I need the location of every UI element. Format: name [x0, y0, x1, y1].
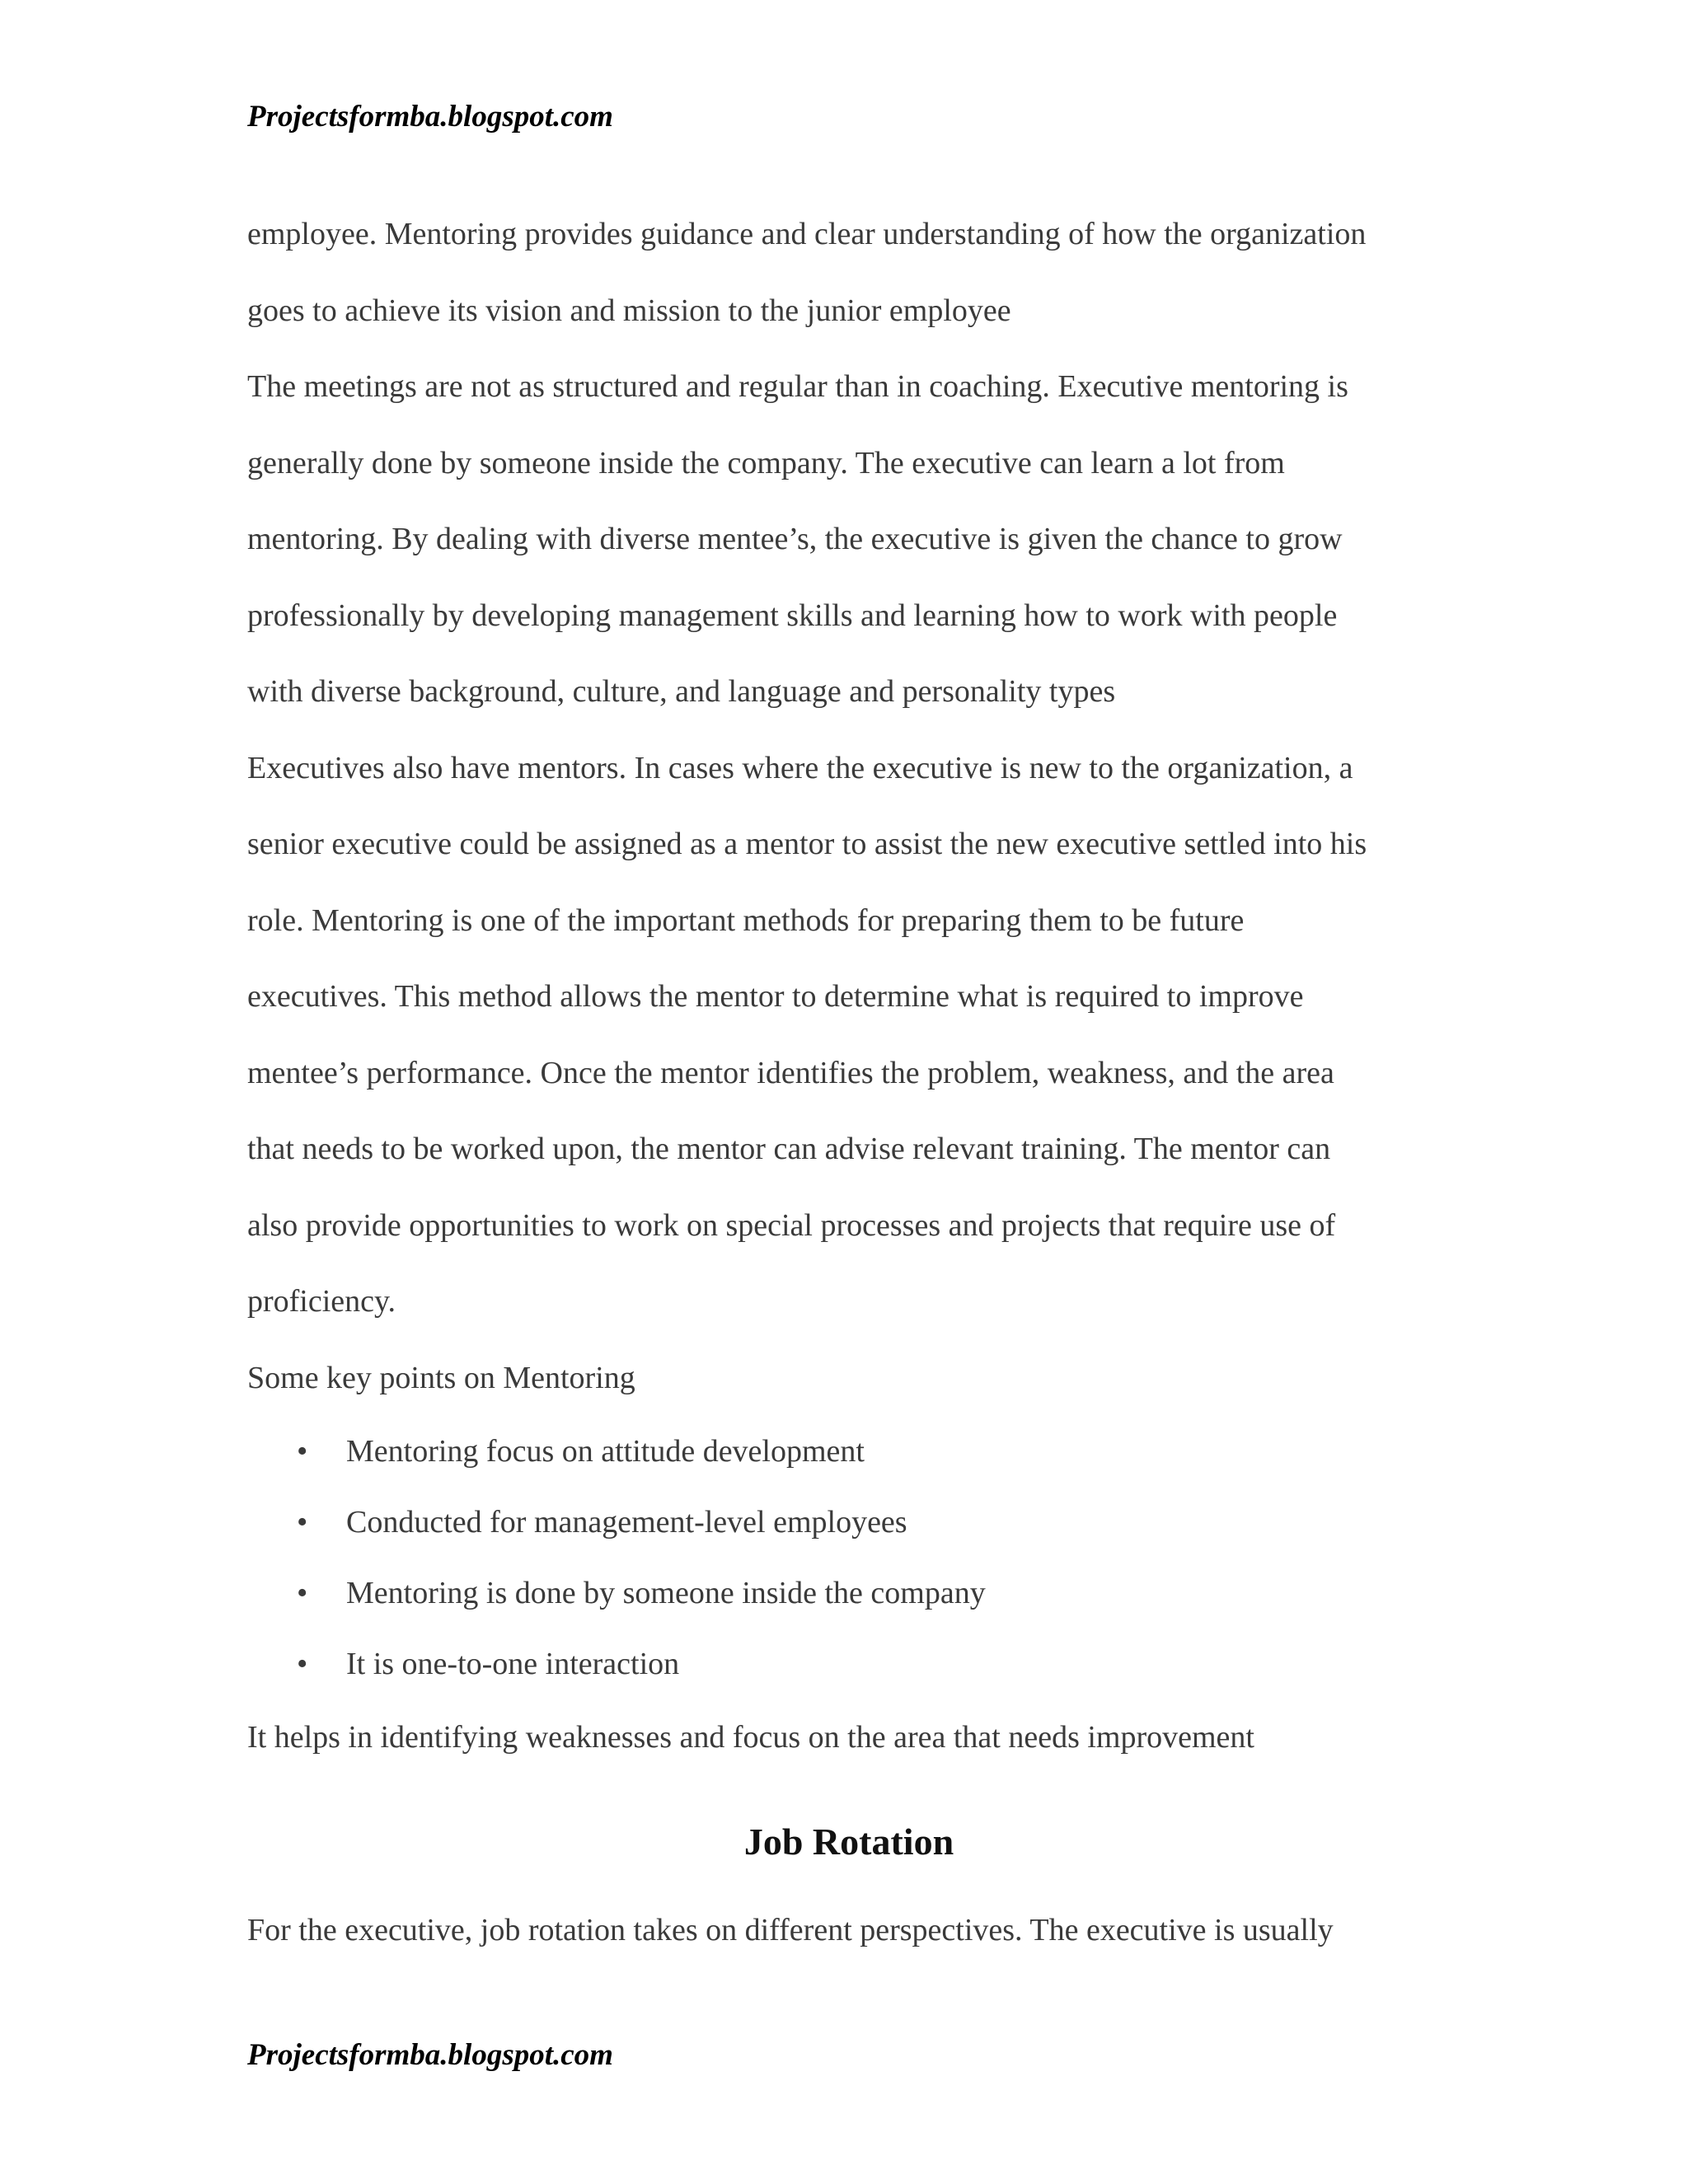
list-intro: Some key points on Mentoring [247, 1360, 635, 1395]
bullet-icon: • [297, 1576, 308, 1610]
summary-line: It helps in identifying weaknesses and focus on the area that needs improvement [247, 1720, 1254, 1755]
paragraph-line: employee. Mentoring provides guidance and clear understanding of how the organization [247, 217, 1367, 251]
list-item [247, 1629, 1451, 1699]
list-item-text: Conducted for management-level employees [346, 1505, 907, 1540]
paragraph-line: mentoring. By dealing with diverse mentee’s, the executive is given the chance to grow [247, 522, 1343, 556]
paragraph-line: proficiency. [247, 1284, 396, 1319]
paragraph-line: professionally by developing management skills and learning how to work with people [247, 598, 1338, 633]
paragraph-line: senior executive could be assigned as a mentor to assist the new executive settled into his [247, 827, 1367, 861]
page-footer: Projectsformba.blogspot.com [247, 2038, 613, 2072]
paragraph-line: generally done by someone inside the company. The executive can learn a lot from [247, 445, 1285, 480]
paragraph-line: Executives also have mentors. In cases where the executive is new to the organization, a [247, 750, 1353, 785]
paragraph-line: also provide opportunities to work on special processes and projects that require use of [247, 1207, 1336, 1243]
document-body [247, 196, 1451, 1776]
bullet-icon: • [297, 1505, 308, 1540]
paragraph-line: goes to achieve its vision and mission to the junior employee [247, 293, 1011, 328]
page-header: Projectsformba.blogspot.com [247, 100, 613, 134]
paragraph-line: that needs to be worked upon, the mentor can advise relevant training. The mentor can [247, 1132, 1331, 1166]
list-item-text: Mentoring focus on attitude development [346, 1434, 865, 1469]
paragraph-line: mentee’s performance. Once the mentor identifies the problem, weakness, and the area [247, 1055, 1334, 1090]
list-item [247, 1558, 1451, 1629]
bullet-icon: • [297, 1434, 308, 1469]
list-item-text: Mentoring is done by someone inside the company [346, 1576, 986, 1610]
list-item-text: It is one-to-one interaction [346, 1647, 680, 1681]
paragraph-line: The meetings are not as structured and regular than in coaching. Executive mentoring is [247, 369, 1348, 404]
section-heading: Job Rotation [743, 1821, 954, 1863]
paragraph-line: role. Mentoring is one of the important methods for preparing them to be future [247, 902, 1245, 938]
key-points-list [247, 1416, 1451, 1699]
paragraph-line: executives. This method allows the mentor to determine what is required to improve [247, 979, 1304, 1014]
section-paragraph-line: For the executive, job rotation takes on different perspectives. The executive is usually [247, 1913, 1334, 1947]
list-item [247, 1416, 1451, 1487]
bullet-icon: • [297, 1647, 308, 1681]
list-item [247, 1487, 1451, 1558]
paragraph-line: with diverse background, culture, and language and personality types [247, 674, 1116, 709]
